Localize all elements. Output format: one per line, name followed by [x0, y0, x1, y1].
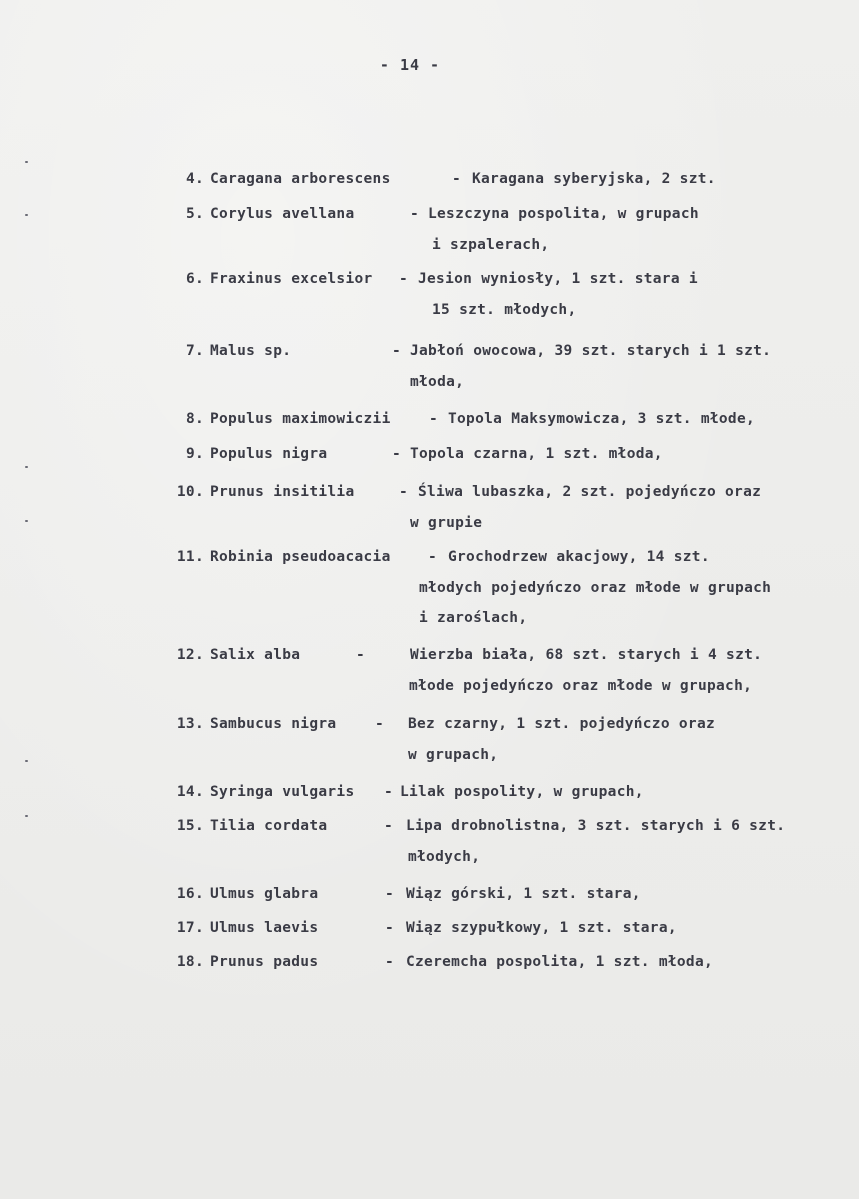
separator-dash: - [399, 271, 409, 287]
latin-name: Sambucus nigra [210, 716, 337, 732]
entry-number: 14. [176, 784, 204, 800]
separator-dash: - [399, 484, 409, 500]
margin-mark [25, 214, 28, 216]
separator-dash: - [410, 206, 420, 222]
polish-continuation: młodych, [408, 848, 481, 865]
margin-mark [25, 815, 28, 817]
separator-dash: - [392, 343, 402, 359]
polish-continuation: i szpalerach, [432, 236, 550, 253]
margin-mark [25, 466, 28, 468]
separator-dash: - [392, 446, 402, 462]
polish-continuation: w grupach, [408, 746, 499, 763]
polish-name: Topola Maksymowicza, 3 szt. młode, [448, 411, 756, 427]
polish-name: Grochodrzew akacjowy, 14 szt. [448, 549, 710, 565]
separator-dash: - [385, 920, 395, 936]
polish-name: Lipa drobnolistna, 3 szt. starych i 6 szt. [406, 818, 786, 834]
polish-name: Wiąz szypułkowy, 1 szt. stara, [406, 920, 677, 936]
separator-dash: - [429, 411, 439, 427]
latin-name: Ulmus laevis [210, 920, 319, 936]
entry-number: 10. [176, 484, 204, 500]
separator-dash: - [385, 886, 395, 902]
polish-continuation: młode pojedyńczo oraz młode w grupach, [409, 677, 753, 694]
separator-dash: - [385, 954, 395, 970]
polish-name: Lilak pospolity, w grupach, [400, 784, 644, 800]
polish-continuation: i zaroślach, [419, 610, 528, 627]
polish-continuation: młoda, [410, 373, 465, 390]
latin-name: Populus nigra [210, 446, 328, 462]
polish-name: Leszczyna pospolita, w grupach [428, 206, 699, 222]
latin-name: Fraxinus excelsior [210, 271, 373, 287]
latin-name: Prunus padus [210, 954, 319, 970]
latin-name: Syringa vulgaris [210, 784, 355, 800]
entry-number: 18. [176, 954, 204, 970]
latin-name: Salix alba [210, 647, 301, 663]
separator-dash: - [428, 549, 438, 565]
polish-continuation: młodych pojedyńczo oraz młode w grupach [419, 579, 772, 596]
entry-number: 12. [176, 647, 204, 663]
polish-name: Jabłoń owocowa, 39 szt. starych i 1 szt. [410, 343, 772, 359]
entry-number: 4. [185, 171, 204, 187]
polish-name: Karagana syberyjska, 2 szt. [472, 171, 716, 187]
polish-name: Wiąz górski, 1 szt. stara, [406, 886, 641, 902]
latin-name: Malus sp. [210, 343, 292, 359]
polish-continuation: 15 szt. młodych, [432, 301, 577, 318]
latin-name: Caragana arborescens [210, 171, 391, 187]
entry-number: 11. [176, 549, 204, 565]
entry-number: 13. [176, 716, 204, 732]
latin-name: Ulmus glabra [210, 886, 319, 902]
separator-dash: - [384, 784, 394, 800]
polish-name: Topola czarna, 1 szt. młoda, [410, 446, 663, 462]
latin-name: Tilia cordata [210, 818, 328, 834]
entry-number: 7. [185, 343, 204, 359]
page-number: - 14 - [379, 56, 441, 74]
separator-dash: - [452, 171, 462, 187]
polish-name: Wierzba biała, 68 szt. starych i 4 szt. [410, 647, 763, 663]
polish-name: Bez czarny, 1 szt. pojedyńczo oraz [408, 716, 716, 732]
entry-number: 16. [176, 886, 204, 902]
separator-dash: - [356, 647, 366, 663]
entry-number: 17. [176, 920, 204, 936]
latin-name: Robinia pseudoacacia [210, 549, 391, 565]
margin-mark [25, 161, 28, 163]
margin-mark [25, 760, 28, 762]
polish-continuation: w grupie [410, 514, 483, 531]
entry-number: 6. [185, 271, 204, 287]
separator-dash: - [375, 716, 385, 732]
polish-name: Śliwa lubaszka, 2 szt. pojedyńczo oraz [418, 484, 762, 500]
polish-name: Czeremcha pospolita, 1 szt. młoda, [406, 954, 714, 970]
entry-number: 5. [185, 206, 204, 222]
latin-name: Prunus insitilia [210, 484, 355, 500]
entry-number: 15. [176, 818, 204, 834]
separator-dash: - [384, 818, 394, 834]
margin-mark [25, 520, 28, 522]
entry-number: 8. [185, 411, 204, 427]
polish-name: Jesion wyniosły, 1 szt. stara i [418, 271, 698, 287]
latin-name: Populus maximowiczii [210, 411, 391, 427]
latin-name: Corylus avellana [210, 206, 355, 222]
entry-number: 9. [185, 446, 204, 462]
